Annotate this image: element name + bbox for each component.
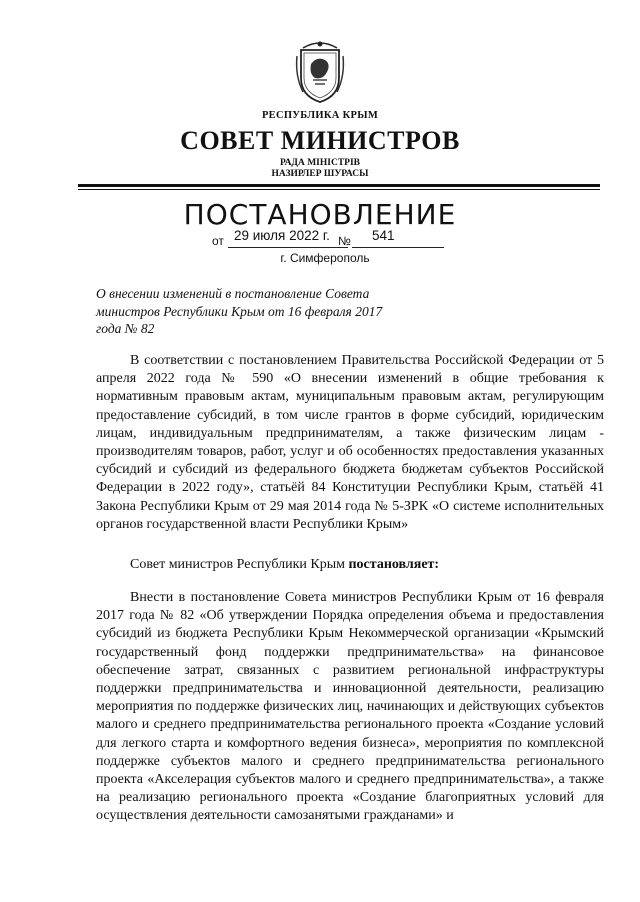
document-number: 541 bbox=[372, 228, 395, 243]
amendment-paragraph: Внести в постановление Совета министров Республики Крым от 16 февраля 2017 года № 82 «Об утверждении Порядка определения объема и предоставления субсидий из бюджета Республики Крым Некоммерческой организации «Крымский государственный фонд поддержки предпринимательства» на финансовое обеспечение затрат, связанных с развитием региональной инфраструктуры поддержки предпринимательства и инновационной деятельности, реализацию мероприятия по поддержке физических лиц, начинающих и действующих субъектов малого и среднего предпринимательства регионального проекта «Создание условий для легкого старта и комфортного ведения бизнеса», мероприятия по комплексной поддержке субъектов малого и среднего предпринимательства регионального проекта «Акселерация субъектов малого и среднего предпринимательства», а также на реализацию регионального проекта «Создание благоприятных условий для осуществления деятельности самозанятыми гражданами» и bbox=[96, 590, 604, 824]
header-divider-thin bbox=[78, 189, 600, 190]
republic-title: РЕСПУБЛИКА КРЫМ bbox=[261, 110, 379, 121]
resolution-paragraph bbox=[96, 556, 604, 574]
document-subject: О внесении изменений в постановление Совета министров Республики Крым от 16 февраля 2017 года № 82 bbox=[96, 286, 383, 336]
date-underline bbox=[228, 247, 348, 248]
document-type: ПОСТАНОВЛЕНИЕ bbox=[183, 198, 457, 231]
council-title: СОВЕТ МИНИСТРОВ bbox=[180, 126, 460, 155]
council-title-crimean-tatar: НАЗИРЛЕР ШУРАСЫ bbox=[271, 169, 369, 179]
date-number-line bbox=[212, 228, 442, 250]
number-sign: № bbox=[338, 234, 351, 248]
preamble-paragraph: В соответствии с постановлением Правительства Российской Федерации от 5 апреля 2022 года № 590 «О внесении изменений в общие требования к нормативным правовым актам, муниципальным правовым актам, регулирующим предоставление субсидий, в том числе грантов в форме субсидий, юридическим лицам, индивидуальным предпринимателям, а также физическим лицам - производителям товаров, работ, услуг и об особенностях предоставления указанных субсидий и субсидий из федерального бюджета бюджетам субъектов Российской Федерации в 2022 году», статьёй 84 Конституции Республики Крым, статьёй 41 Закона Республики Крым от 29 мая 2014 года № 5-ЗРК «О системе исполнительных органов государственной власти Республики Крым» bbox=[96, 353, 604, 532]
number-underline bbox=[352, 247, 444, 248]
document-date: 29 июля 2022 г. bbox=[234, 228, 330, 243]
document-city: г. Симферополь bbox=[280, 251, 370, 265]
crimea-coat-of-arms-icon bbox=[293, 36, 347, 106]
date-prefix: от bbox=[212, 234, 224, 248]
resolution-keyword: постановляет: bbox=[348, 557, 440, 572]
resolution-lead: Совет министров Республики Крым bbox=[130, 557, 349, 572]
header-divider-thick bbox=[78, 184, 600, 187]
council-title-ukrainian: РАДА МІНІСТРІВ bbox=[279, 158, 360, 168]
